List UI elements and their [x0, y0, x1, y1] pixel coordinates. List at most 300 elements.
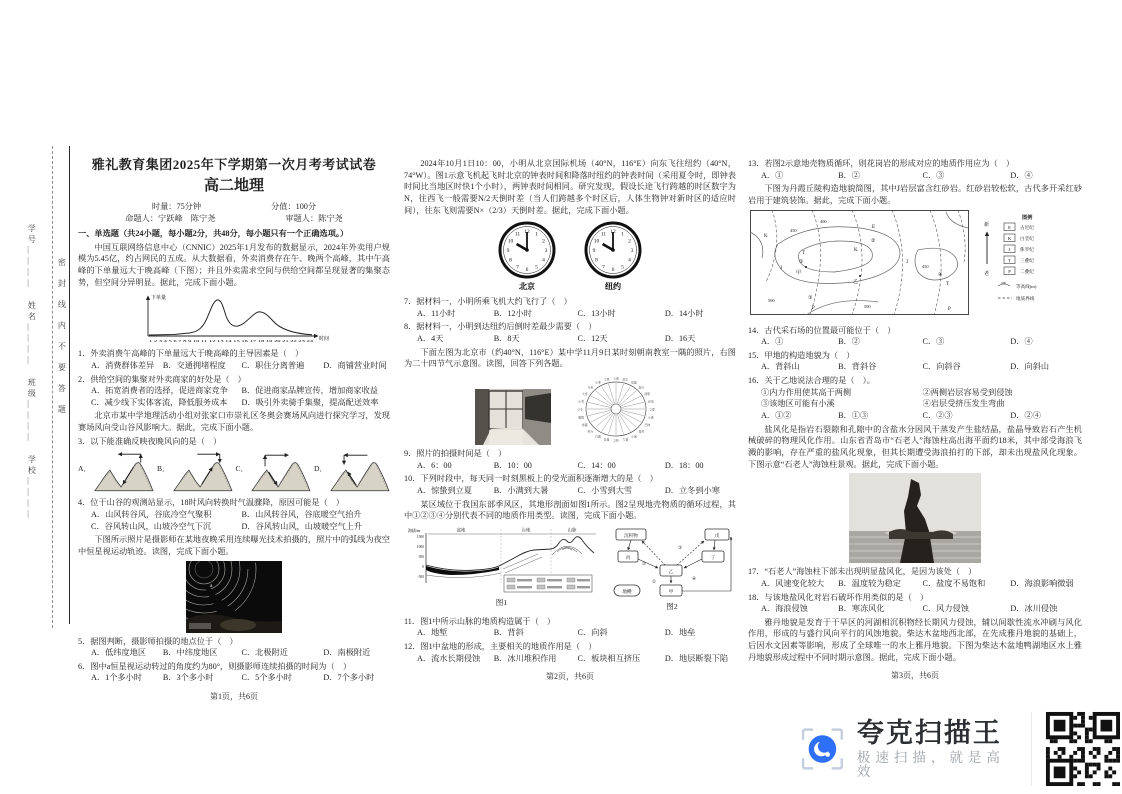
solar-term-label: 大寒 [603, 377, 610, 382]
solar-term-label: 芒种 [644, 423, 651, 428]
figure-1-caption: 图1 [495, 597, 508, 607]
exam-title: 雅礼教育集团2025年下学期第一次月考考试试卷 [91, 157, 377, 172]
answer-option: A．海浪侵蚀 [761, 604, 808, 614]
question-text: 15．甲地的构造地貌为（ ） [748, 350, 855, 360]
geologic-map [750, 210, 1080, 322]
exam-duration: 时量：75分钟 [151, 201, 202, 211]
exam-page-1 [78, 156, 390, 702]
question-5-options [78, 647, 390, 659]
site-mark: ④ [938, 272, 943, 278]
question-16-options [748, 410, 1082, 422]
clock-label-newyork: 纽约 [605, 282, 621, 292]
node-label: 戊 [714, 532, 719, 538]
diagram-label-d: D． [314, 464, 328, 474]
zone-label: 山脉 [567, 527, 576, 533]
star-a-label: a [210, 582, 213, 589]
scanner-slogan: 极速扫描，就是高效 [856, 750, 1005, 779]
valley-wind-diagram-b [173, 450, 233, 494]
answer-option: B．3个多小时 [162, 673, 214, 683]
legend-age-new: 新 [984, 222, 990, 228]
question-15-options [748, 361, 1082, 373]
node-label: 沉积物 [623, 532, 638, 538]
answer-option: C．12天 [577, 334, 608, 344]
clock-number: 3 [630, 248, 634, 255]
question-9 [404, 448, 736, 471]
question-17-options [748, 578, 1082, 590]
answer-option: C．减少线下实体客流，降低服务成本 [91, 397, 228, 407]
exam-reviewer: 审题人：陈宁尧 [285, 214, 343, 224]
answer-option: D．7个多小时 [323, 673, 375, 683]
stratum-letter: E [872, 224, 876, 230]
solar-term-label: 夏至 [638, 429, 645, 434]
solar-term-label: 秋分 [587, 429, 594, 434]
clock-number: 1 [621, 231, 624, 238]
stratum-letter: P [812, 305, 815, 311]
answer-option: D．④ [1010, 337, 1033, 347]
answer-option: A．风速变化较大 [761, 578, 825, 588]
question-12 [404, 641, 736, 664]
answer-option: A．4天 [417, 334, 444, 344]
contour-value: 450 [922, 263, 929, 269]
clock-number: 8 [509, 257, 512, 264]
intro-paragraph: 下图为丹霞丘陵构造地貌简图，其中J岩层富含红砂岩。红砂岩较松软，古代多开采红砂岩用于建筑装饰。据此，完成下面小题。 [748, 184, 1082, 205]
answer-option: ②两侧岩层容易受到侵蚀 [922, 387, 1013, 397]
legend-name: 二叠纪 [1020, 268, 1034, 274]
intro-paragraph: 北京市某中学地理活动小组对张家口市崇礼区冬奥会赛场风向进行探究学习，发现赛场风向受山谷风影响大。据此，完成下面小题。 [78, 411, 390, 433]
chart-x-label: 时间 [319, 337, 330, 343]
answer-option: B．② [838, 170, 860, 180]
answer-option: B．8天 [493, 334, 520, 344]
intro-paragraph: 某区域位于我国东部季风区，其地形剖面如图1所示。图2呈现地壳物质的循环过程，其中①②③④分别代表不同的地质作用类型。读图，完成下面小题。 [404, 499, 736, 521]
legend-name: 古近纪 [1020, 224, 1034, 230]
valley-wind-diagram-a [94, 450, 154, 494]
answer-option: D．18：00 [664, 460, 704, 470]
solar-term-label: 寒露 [581, 423, 588, 428]
clock-number: 4 [628, 257, 631, 264]
question-7 [404, 296, 736, 319]
solar-term-label: 惊蛰 [631, 380, 637, 385]
page-footer-2: 第2页，共6页 [546, 672, 594, 682]
solar-term-label: 立秋 [613, 438, 619, 443]
question-text: 4．位于山谷的观测站显示，18时风向转换时气温骤降，原因可能是（ ） [78, 498, 345, 508]
site-mark: ② [871, 238, 876, 244]
clock-number: 9 [506, 248, 510, 255]
answer-option: A．6：00 [417, 460, 452, 470]
question-text: 11．图1中所示山脉的地质构造属于（ ） [404, 616, 556, 626]
legend-name: 侏罗纪 [1020, 246, 1034, 252]
cycle-mark: ④ [691, 575, 696, 581]
solar-term-label: 大暑 [622, 437, 629, 442]
question-13-options [748, 170, 1082, 182]
solar-term-label: 春分 [638, 385, 645, 390]
answer-option: B．12小时 [493, 308, 532, 318]
answer-option: C．职住分离普遍 [241, 360, 305, 370]
question-1 [78, 348, 390, 371]
legend-age-old: 老 [984, 271, 990, 277]
node-label: 甲 [668, 588, 673, 594]
question-8 [404, 321, 736, 344]
answer-option: A．①② [761, 411, 792, 421]
fig1-tick: 1500 [416, 534, 424, 539]
solar-term-label: 小满 [647, 415, 654, 420]
answer-option: C．13小时 [577, 308, 616, 318]
answer-option: C．风力侵蚀 [922, 604, 969, 614]
question-12-options [404, 653, 736, 665]
question-text: 1．外卖消费午高峰的下单量远大于晚高峰的主导因素是（ ） [78, 349, 304, 359]
stratum-letter: K [764, 233, 768, 239]
scanner-watermark [800, 705, 1122, 793]
answer-option: A．惊蛰到立夏 [417, 485, 473, 495]
figure-2-caption: 图2 [666, 601, 678, 611]
answer-option: A．① [761, 170, 784, 180]
legend-code: P [1008, 268, 1011, 274]
clock-number: 11 [600, 231, 607, 238]
legend-code: E [1008, 224, 1011, 230]
order-volume-chart [78, 291, 390, 345]
classroom-photo [475, 389, 551, 445]
scanner-brand-name: 夸克扫描王 [856, 718, 1002, 748]
cycle-mark: ① [651, 578, 656, 584]
answer-option: D．④ [1010, 170, 1033, 180]
question-text: 9．照片的拍摄时间是（ ） [404, 449, 507, 459]
answer-option: D．②④ [1010, 411, 1041, 421]
answer-option: B．山风转谷风，谷底暖空气抬升 [241, 510, 362, 519]
section-heading: 一、单选题（共24小题，每小题2分，共48分，每小题只有一个正确选项。） [78, 229, 349, 239]
answer-option: B．温度较为稳定 [838, 578, 901, 588]
question-text: 16．关于乙地说法合理的是（ ）。 [748, 376, 875, 386]
fig1-tick: 0 [421, 564, 424, 569]
answer-option: B．交通拥堵程度 [162, 360, 226, 370]
clock-number: 2 [542, 238, 545, 245]
stratum-letter: T [802, 250, 806, 256]
intro-paragraph: 盐风化是指岩石裂隙和孔隙中的含盐水分因风干蒸发产生盐结晶，盐晶导致岩石产生机械破碎的物理风化作用。山东省青岛市“石老人”海蚀柱高出海平面约18米，其中部受海浪飞溅的影响，存在严重的盐风化现象，但其长期遭受海浪拍打的下部，却未出现盐风化现象。下图示意“石老人”海蚀柱景观。据此，完成下面小题。 [748, 424, 1082, 469]
page-footer-3: 第3页，共6页 [891, 671, 939, 681]
answer-option: C．14：00 [577, 460, 616, 470]
contour-value: 500 [768, 297, 775, 303]
intro-paragraph: 雅丹地貌是发育于干旱区的河湖相沉积物经长期风力侵蚀，辅以间歇性流水冲刷与风化作用，形成的与盛行风向平行的风蚀地貌。柴达木盆地西北部，在先成雅丹地貌的基础上，后因水文因素等影响，形成了全球唯一的水上雅丹地貌。下图为柴达木盆地鸭湖地区水上雅丹地貌形成过程中不同时期示意图。据此，完成下面小题。 [748, 617, 1082, 662]
question-6 [78, 661, 390, 684]
chart-y-label: 下单量 [151, 296, 167, 302]
quark-scanner-logo-icon [800, 726, 845, 772]
solar-term-label: 小暑 [631, 434, 637, 439]
node-label: 丁 [710, 554, 715, 560]
clock-number: 1 [535, 231, 538, 238]
clock-number: 10 [593, 238, 600, 245]
intro-paragraph: 2024年10月1日10：00，小明从北京国际机场（40°N，116°E）向东飞往纽约（40°N，74°W）。图1示意飞机起飞时北京的钟表时间和降落时纽约的钟表时间（采用夏令时，即钟表时间比当地区时快1个小时），两钟表时间相同。研究发现，假设长途飞行跨越的时区数字为N，往西飞一般需要N/2天倒时差（当人们跨越多个时区后，人体生物钟对新时区的适应时间），往东飞则需要N×（2/3）天倒时差。据此，完成下面小题。 [404, 159, 736, 215]
solar-term-label: 雨水 [622, 377, 629, 382]
solar-term-label: 冬至 [587, 385, 594, 390]
question-18 [748, 592, 1082, 615]
answer-option: D．14小时 [664, 308, 704, 318]
clock-number: 5 [621, 264, 624, 271]
newyork-clock [582, 219, 644, 293]
site-mark: ③ [808, 295, 813, 301]
answer-option: D．吸引外卖骑手集聚，提高配送效率 [241, 397, 379, 407]
question-10-options [404, 485, 736, 497]
solar-term-label: 大雪 [581, 392, 588, 397]
question-text: 6．图中a恒星视运动转过的角度约为80°，则摄影师连续拍摄的时间为（ ） [78, 661, 352, 671]
question-18-options [748, 603, 1082, 615]
exam-authors-row [78, 213, 390, 225]
point-yi: 乙 [853, 279, 859, 285]
question-3 [78, 436, 390, 495]
chart-curve [149, 300, 312, 335]
diagram-label-c: C． [235, 464, 249, 474]
zone-label: 盆地 [456, 527, 465, 533]
answer-option: D．立冬到小寒 [664, 485, 720, 495]
solar-term-label: 谷雨 [647, 399, 654, 404]
night-sky-photo [186, 561, 282, 633]
question-1-options [78, 360, 390, 372]
question-8-options [404, 333, 736, 345]
clock-number: 7 [602, 264, 605, 271]
answer-option: D．海浪影响微弱 [1010, 578, 1074, 588]
answer-option: B．中纬度地区 [162, 648, 218, 658]
question-11-options [404, 627, 736, 639]
answer-option: C．板块相互挤压 [577, 653, 641, 663]
question-text: 18．与该地盐风化对岩石破坏作用类似的是（ ） [748, 592, 929, 602]
chart-x-ticks: 1 2 3 4 5 6 7 8 9 10 11 12 13 14 15 16 17 18 19 20 21 22 23 24 [149, 339, 314, 344]
legend-boundary-label: 地质界线 [1016, 295, 1035, 301]
mountain-diagrams [78, 450, 390, 494]
terrain-cross-section [406, 525, 598, 597]
clock-number: 11 [514, 231, 521, 238]
seal-dashed-line [52, 146, 53, 628]
cross-section-and-cycle-figures [404, 525, 736, 613]
exam-meta-row [78, 201, 390, 213]
exam-setters: 命题人：宁跃峰 陈宁尧 [125, 214, 216, 224]
classroom-and-solar-term-figures [404, 373, 736, 445]
solar-term-label: 白露 [595, 434, 601, 439]
line-chart [134, 291, 334, 345]
contour-value: 500 [864, 303, 871, 309]
contour-value: 400 [820, 218, 827, 224]
clock-number: 9 [592, 248, 596, 255]
question-16 [748, 375, 1082, 422]
stratum-letter: J [780, 265, 782, 271]
stratum-letter: K [854, 247, 858, 253]
cycle-mark: ② [641, 560, 646, 566]
seal-solid-line [69, 146, 70, 624]
seal-line-text: 密封线内不要答题 [57, 258, 67, 426]
question-11 [404, 616, 736, 639]
question-text: 5．据图判断，摄影师拍摄的地点位于（ ） [78, 636, 238, 646]
answer-option: D．地层断裂下陷 [664, 653, 729, 663]
cycle-mark: ③ [677, 544, 682, 550]
question-9-options [404, 460, 736, 472]
diagram-label-b: B． [156, 464, 170, 474]
question-text: 8．据材料一，小明到达纽约后倒时差最少需要（ ） [404, 322, 597, 332]
question-text: 3．以下能准确反映夜晚风向的是（ ） [78, 436, 222, 446]
clock-number: 3 [544, 248, 548, 255]
legend-title: 图例 [1022, 214, 1033, 221]
solar-terms-wheel [567, 373, 665, 445]
answer-option: B．背斜 [493, 628, 524, 638]
intro-paragraph: 中国互联网络信息中心（CNNIC）2025年1月发布的数据显示，2024年外卖用户规模为5.45亿，约占网民的五成。从大数据看，外卖消费存在午、晚两个高峰，其中午高峰的下单量远大于晚高峰（下图）；并且外卖需求空间与供给空间都呈现显著的集聚态势，但空间分异明显。据此，完成下面小题。 [78, 242, 390, 287]
answer-option: C．5个多小时 [241, 673, 292, 683]
answer-option: B．冰川堆积作用 [493, 653, 557, 663]
question-text: 7．据材料一，小明所乘飞机大约飞行了（ ） [404, 297, 572, 307]
answer-option: B．背斜谷 [838, 362, 877, 372]
question-14 [748, 325, 1082, 348]
answer-option: A．山风转谷风，谷底冷空气聚积 [91, 510, 212, 519]
question-14-options [748, 336, 1082, 348]
clock-number: 4 [542, 257, 545, 264]
question-text: 14．古代采石场的位置最可能位于（ ） [748, 325, 896, 335]
clock-figures [404, 219, 736, 293]
clock-number: 12 [610, 229, 616, 236]
shilaoren-sea-stack [849, 473, 981, 563]
answer-option: A．地堑 [417, 628, 448, 638]
student-info-fields: 学号＿＿＿＿ 姓名＿＿＿＿ 班级＿＿＿＿ 学校＿＿＿＿ [27, 224, 37, 521]
answer-option: A．拓宽消费者的选择，促进商家竞争 [91, 386, 228, 396]
answer-option: D．向斜山 [1010, 362, 1050, 372]
answer-option: C．②③ [922, 411, 953, 421]
question-4 [78, 497, 390, 532]
question-text: 13．若图2示意地壳物质循环，则花岗岩的形成对应的地质作用应为（ ） [748, 159, 1015, 168]
answer-option: ①内力作用使其高于两侧 [761, 387, 852, 397]
question-text: 10．下列时段中，每天同一时刻黑板上的受光面积逐渐增大的是（ ） [404, 474, 658, 484]
answer-option: C．谷风转山风，山坡冷空气下沉 [91, 521, 212, 531]
answer-option: C．向斜 [577, 628, 608, 638]
answer-option: B．② [838, 337, 860, 347]
legend-code: K [1007, 235, 1012, 241]
stratum-letter: T [946, 281, 950, 287]
answer-option: A．背斜山 [761, 362, 800, 372]
fig1-tick: -500 [416, 574, 424, 579]
qr-code [1044, 709, 1122, 789]
solar-term-label: 立冬 [577, 407, 583, 412]
question-text: 2．供给空间的集聚对外卖商家的好处是（ ） [78, 374, 246, 384]
question-13 [748, 158, 1082, 181]
geologic-map-figure [748, 210, 1082, 322]
answer-option: D．商铺营业时间 [323, 360, 387, 370]
figure-1-block [406, 525, 598, 609]
diagram-label-a: A． [78, 464, 92, 474]
answer-option: B．①③ [838, 411, 869, 421]
page-footer-1: 第1页，共6页 [210, 692, 258, 702]
clock-label-beijing: 北京 [519, 282, 535, 292]
clock-number: 6 [611, 267, 615, 274]
clock-number: 10 [507, 238, 514, 245]
star-trail-photo [78, 561, 390, 633]
legend-code: T [1008, 257, 1011, 263]
question-7-options [404, 308, 736, 320]
answer-option: C．③ [922, 337, 945, 347]
site-mark: ① [799, 259, 804, 265]
answer-option: D．地垒 [664, 628, 696, 638]
answer-option: D．16天 [664, 334, 696, 344]
legend-code: J [1008, 246, 1011, 252]
valley-wind-diagram-c [251, 450, 311, 494]
question-text: 12．图1中盆地的形成，主要相关的地质作用是（ ） [404, 641, 597, 651]
intro-paragraph: 下图所示照片是摄影师在某地夜晚采用连续曝光技术拍摄的，照片中的弧线为夜空中恒星视运动轨迹。读图，完成下面小题。 [78, 535, 390, 556]
node-label: 丙 [625, 554, 630, 560]
legend-contour-label: 等高线(m) [1016, 283, 1037, 289]
solar-term-label: 霜降 [578, 415, 585, 420]
answer-option: C．向斜谷 [922, 362, 961, 372]
node-label: 地幔 [621, 588, 632, 594]
rock-cycle-flowchart [610, 525, 735, 601]
question-2 [78, 374, 390, 409]
node-label: 乙 [668, 568, 673, 574]
question-text: 17．“石老人”海蚀柱下部未出现明显盐风化，是因为该处（ ） [748, 567, 977, 577]
question-5 [78, 636, 390, 659]
beijing-clock [496, 219, 558, 293]
contour-value: 450 [790, 227, 797, 233]
answer-option: A．① [761, 337, 784, 347]
answer-option: B．寒冻风化 [838, 604, 885, 614]
answer-option: A．流水长期侵蚀 [417, 653, 481, 663]
answer-option: C．盐度不易饱和 [922, 578, 986, 588]
clock-number: 12 [524, 229, 530, 236]
clock-number: 8 [595, 257, 598, 264]
exam-score: 分值：100分 [271, 201, 317, 211]
fig1-tick: 1000 [416, 544, 424, 549]
question-6-options [78, 672, 390, 684]
clock-number: 7 [516, 264, 519, 271]
solar-term-label: 立春 [613, 376, 619, 381]
fig1-tick: 500 [418, 554, 424, 559]
answer-option: ③该地区可能有小溪 [761, 399, 835, 409]
clock-number: 5 [535, 264, 538, 271]
answer-option: A．11小时 [417, 308, 456, 318]
stratum-letter: J [906, 259, 908, 265]
intro-paragraph: 下面左图为北京市（约40°N，116°E）某中学11月9日某时刻朝南教室一隅的照片，右图为二十四节气示意图。读图，回答下列各题。 [404, 347, 736, 369]
valley-wind-diagram-d [330, 450, 390, 494]
answer-option: ④岩层受挤压发生弯曲 [922, 399, 1005, 409]
solar-term-label: 清明 [644, 392, 651, 397]
watermark-divider [1031, 712, 1032, 786]
question-2-options [78, 385, 390, 408]
question-4-options [78, 509, 390, 532]
exam-page-2 [404, 156, 736, 683]
question-10 [404, 473, 736, 496]
legend-name: 白垩纪 [1020, 235, 1034, 241]
solar-term-label: 小雪 [578, 399, 585, 404]
solar-term-label: 立夏 [649, 407, 655, 412]
legend-contour-sample: 500 [1001, 280, 1007, 285]
answer-option: A．低纬度地区 [91, 648, 147, 658]
solar-term-label: 处暑 [603, 437, 610, 442]
figure-2-block [610, 525, 735, 613]
watermark-text-block [857, 720, 1019, 778]
exam-subject: 高二地理 [203, 178, 264, 195]
clock-number: 2 [628, 238, 631, 245]
question-15 [748, 350, 1082, 373]
answer-option: C．小雪到大雪 [577, 485, 633, 495]
point-jia: 甲 [796, 270, 802, 276]
question-17 [748, 566, 1082, 589]
answer-option: B．小满到大暑 [493, 485, 549, 495]
answer-option: C．③ [922, 170, 945, 180]
exam-page-3 [748, 156, 1082, 682]
answer-option: D．谷风转山风，山坡暖空气上升 [241, 521, 363, 531]
answer-option: B．10：00 [493, 460, 532, 470]
stratum-letter: P [948, 306, 951, 312]
answer-option: B．促进商家品牌宣传，增加商家收益 [241, 386, 378, 396]
answer-option: A．消费群体差异 [91, 360, 155, 370]
sea-stack-photo [748, 473, 1082, 563]
answer-option: D．冰川侵蚀 [1010, 604, 1058, 614]
solar-term-label: 小寒 [595, 380, 601, 385]
question-16-statements [748, 387, 1082, 410]
answer-option: D．南极附近 [323, 648, 371, 658]
legend-name: 三叠纪 [1020, 257, 1034, 263]
answer-option: C．北极附近 [241, 648, 288, 658]
answer-option: A．1个多小时 [91, 673, 142, 683]
clock-number: 6 [525, 267, 529, 274]
